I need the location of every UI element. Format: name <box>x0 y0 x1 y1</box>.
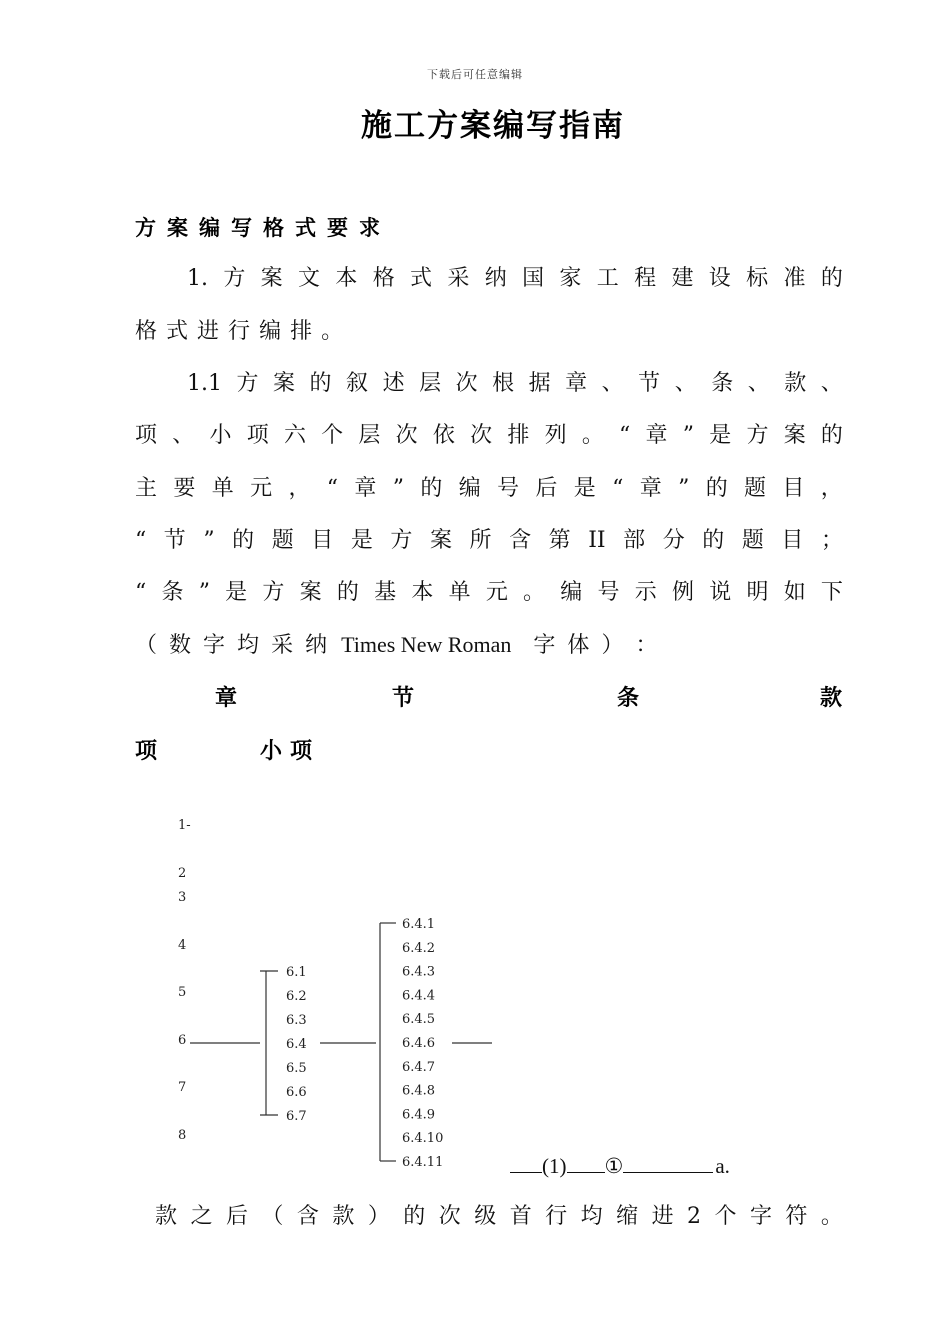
glyph: 方 <box>223 266 246 291</box>
chapter-number: 2 <box>178 866 187 881</box>
glyph: ” <box>392 476 404 501</box>
glyph: “ <box>135 528 147 553</box>
glyph: 项 <box>246 423 269 448</box>
glyph: 第 <box>548 528 571 553</box>
glyph: 号 <box>597 580 620 605</box>
glyph: 元 <box>485 580 508 605</box>
glyph: 的 <box>820 266 843 291</box>
numbering-tail <box>510 1150 730 1179</box>
glyph: 次 <box>438 1204 461 1229</box>
section-number: 6.5 <box>286 1061 307 1076</box>
glyph: 之 <box>190 1204 213 1229</box>
glyph: 分 <box>662 528 685 553</box>
paragraph-line <box>135 317 843 347</box>
paragraph-line-with-latin <box>135 630 843 661</box>
clause-number: 6.4.7 <box>402 1059 436 1075</box>
section-number: 6.7 <box>286 1109 307 1124</box>
glyph: 式 <box>410 266 433 291</box>
glyph: 编 <box>560 580 583 605</box>
label-tiao: 条 <box>617 686 640 711</box>
glyph: 明 <box>746 580 769 605</box>
item-paren: (1) <box>542 1154 567 1178</box>
glyph: 准 <box>783 266 806 291</box>
glyph: 编 <box>458 476 481 501</box>
glyph: 是 <box>573 476 596 501</box>
glyph: II <box>588 528 606 553</box>
glyph: ） <box>367 1204 390 1229</box>
glyph: 文 <box>298 266 321 291</box>
glyph: 题 <box>741 528 764 553</box>
glyph: 案 <box>260 266 283 291</box>
glyph: 个 <box>714 1204 737 1229</box>
header-note: 下载后可任意编辑 <box>427 68 523 81</box>
blank-line <box>567 1150 605 1173</box>
glyph: 、 <box>172 423 195 448</box>
glyph: 章 <box>645 423 668 448</box>
glyph: 所 <box>469 528 492 553</box>
clause-number: 6.4.8 <box>402 1083 436 1099</box>
glyph: 格 <box>135 319 158 344</box>
chapter-number: 7 <box>178 1080 187 1095</box>
glyph: 是 <box>225 580 248 605</box>
glyph: 小 <box>209 423 232 448</box>
glyph: 层 <box>358 423 381 448</box>
section-number: 6.1 <box>286 965 307 980</box>
glyph: 依 <box>432 423 455 448</box>
item-letter: a. <box>715 1154 730 1178</box>
glyph: 编 <box>259 319 282 344</box>
paragraph-line <box>187 264 843 294</box>
blank-line <box>623 1150 713 1173</box>
blank-line <box>510 1150 542 1173</box>
glyph: 字 <box>203 633 226 658</box>
glyph: 排 <box>290 319 313 344</box>
glyph: ” <box>203 528 215 553</box>
glyph: 根 <box>492 371 515 396</box>
glyph: （ <box>135 633 158 658</box>
font-name: Times New Roman <box>341 632 512 657</box>
glyph: 后 <box>225 1204 248 1229</box>
glyph: ： <box>635 633 658 658</box>
glyph: 下 <box>820 580 843 605</box>
paragraph-line <box>135 578 843 608</box>
glyph: 款 <box>784 371 807 396</box>
clause-number: 6.4.2 <box>402 940 436 956</box>
glyph: “ <box>135 580 147 605</box>
clause-number: 6.4.10 <box>402 1131 444 1147</box>
glyph: 纳 <box>305 633 328 658</box>
glyph: 案 <box>783 423 806 448</box>
glyph: 的 <box>403 1204 426 1229</box>
label-xiaoxiang: 小项 <box>260 739 321 764</box>
paragraph-line <box>135 474 843 504</box>
glyph: ， <box>288 476 311 501</box>
glyph: 的 <box>705 476 728 501</box>
label-zhang: 章 <box>215 686 238 711</box>
glyph: 后 <box>535 476 558 501</box>
glyph: 次 <box>455 371 478 396</box>
glyph: 款 <box>332 1204 355 1229</box>
glyph: 目 <box>781 528 804 553</box>
item-circle: ① <box>604 1154 624 1178</box>
glyph: 单 <box>448 580 471 605</box>
glyph: 的 <box>232 528 255 553</box>
glyph: 目 <box>782 476 805 501</box>
numbering-diagram-svg <box>140 795 520 1180</box>
glyph: 层 <box>419 371 442 396</box>
glyph: 示 <box>634 580 657 605</box>
glyph: 。 <box>321 319 344 344</box>
glyph: 格 <box>372 266 395 291</box>
glyph: 1.1 <box>187 371 222 396</box>
glyph: 采 <box>271 633 294 658</box>
glyph: 六 <box>283 423 306 448</box>
glyph: （ <box>261 1204 284 1229</box>
glyph: 式 <box>166 319 189 344</box>
glyph: 节 <box>638 371 661 396</box>
glyph: 、 <box>601 371 624 396</box>
glyph: 元 <box>250 476 273 501</box>
clause-number: 6.4.3 <box>402 964 436 980</box>
section-heading: 方案编写格式要求 <box>135 216 391 240</box>
glyph: 条 <box>161 580 184 605</box>
closing-line <box>155 1202 843 1232</box>
glyph: 个 <box>321 423 344 448</box>
glyph: ） <box>601 633 624 658</box>
glyph: 家 <box>559 266 582 291</box>
paragraph-line <box>135 421 843 451</box>
glyph: 设 <box>708 266 731 291</box>
glyph: 章 <box>354 476 377 501</box>
clause-number: 6.4.9 <box>402 1107 436 1123</box>
glyph: 的 <box>309 371 332 396</box>
glyph: 方 <box>746 423 769 448</box>
chapter-number: 1- <box>178 818 191 833</box>
glyph: 的 <box>420 476 443 501</box>
glyph: ” <box>682 423 694 448</box>
page-title: 施工方案编写指南 <box>361 108 625 144</box>
chapter-number: 4 <box>178 938 187 953</box>
section-number: 6.3 <box>286 1013 307 1028</box>
clause-number: 6.4.4 <box>402 988 436 1004</box>
glyph: 要 <box>173 476 196 501</box>
glyph: 、 <box>747 371 770 396</box>
glyph: 据 <box>528 371 551 396</box>
glyph: 。 <box>523 580 546 605</box>
glyph: 标 <box>746 266 769 291</box>
glyph: 国 <box>522 266 545 291</box>
glyph: 章 <box>639 476 662 501</box>
label-kuan: 款 <box>820 686 843 711</box>
glyph: 是 <box>350 528 373 553</box>
glyph: 纳 <box>484 266 507 291</box>
chapter-number: 5 <box>178 985 187 1000</box>
glyph: 题 <box>271 528 294 553</box>
glyph: 含 <box>296 1204 319 1229</box>
glyph: 是 <box>709 423 732 448</box>
glyph: 级 <box>474 1204 497 1229</box>
clause-number: 6.4.6 <box>402 1036 436 1051</box>
glyph: 、 <box>674 371 697 396</box>
clause-number: 6.4.5 <box>402 1012 436 1028</box>
glyph: 方 <box>390 528 413 553</box>
paragraph-text <box>533 631 669 661</box>
glyph: 首 <box>509 1204 532 1229</box>
glyph: 案 <box>429 528 452 553</box>
glyph: 本 <box>335 266 358 291</box>
glyph: 行 <box>545 1204 568 1229</box>
glyph: “ <box>619 423 631 448</box>
chapter-number: 8 <box>178 1128 187 1143</box>
glyph: 进 <box>197 319 220 344</box>
glyph: 案 <box>299 580 322 605</box>
glyph: 主 <box>135 476 158 501</box>
glyph: 列 <box>544 423 567 448</box>
label-jie: 节 <box>392 686 415 711</box>
glyph: 叙 <box>346 371 369 396</box>
clause-number: 6.4.1 <box>402 917 436 932</box>
glyph: 的 <box>702 528 725 553</box>
glyph: 采 <box>447 266 470 291</box>
section-number: 6.2 <box>286 989 307 1004</box>
glyph: 字 <box>749 1204 772 1229</box>
label-xiang: 项 <box>135 739 158 764</box>
glyph: 例 <box>671 580 694 605</box>
paragraph-line <box>187 369 843 399</box>
glyph: 案 <box>273 371 296 396</box>
glyph: 1. <box>187 266 208 291</box>
glyph: 进 <box>651 1204 674 1229</box>
glyph: 工 <box>596 266 619 291</box>
chapter-number: 6 <box>178 1033 187 1048</box>
glyph: 、 <box>820 371 843 396</box>
glyph: 次 <box>395 423 418 448</box>
paragraph-text <box>135 631 339 661</box>
glyph: 目 <box>311 528 334 553</box>
glyph: 条 <box>711 371 734 396</box>
glyph: 数 <box>169 633 192 658</box>
glyph: 款 <box>155 1204 178 1229</box>
glyph: 均 <box>237 633 260 658</box>
section-number: 6.6 <box>286 1085 307 1100</box>
glyph: 号 <box>497 476 520 501</box>
glyph: 2 <box>687 1204 702 1229</box>
glyph: 题 <box>744 476 767 501</box>
glyph: 单 <box>211 476 234 501</box>
glyph: “ <box>612 476 624 501</box>
glyph: 。 <box>820 1204 843 1229</box>
glyph: ； <box>820 528 843 553</box>
glyph: 方 <box>236 371 259 396</box>
glyph: 章 <box>565 371 588 396</box>
glyph: 次 <box>470 423 493 448</box>
glyph: “ <box>326 476 339 501</box>
glyph: ， <box>820 476 843 501</box>
glyph: 程 <box>634 266 657 291</box>
section-number: 6.4 <box>286 1037 307 1052</box>
clause-number: 6.4.11 <box>402 1155 444 1170</box>
glyph: ” <box>198 580 210 605</box>
glyph: 部 <box>623 528 646 553</box>
numbering-diagram <box>140 795 520 1180</box>
glyph: 体 <box>567 633 590 658</box>
glyph: 本 <box>411 580 434 605</box>
glyph: 项 <box>135 423 158 448</box>
glyph: 建 <box>671 266 694 291</box>
glyph: 均 <box>580 1204 603 1229</box>
glyph: 的 <box>336 580 359 605</box>
glyph: 符 <box>785 1204 808 1229</box>
glyph: 基 <box>374 580 397 605</box>
glyph: 说 <box>709 580 732 605</box>
glyph: 。 <box>581 423 604 448</box>
glyph: 行 <box>228 319 251 344</box>
glyph: 方 <box>262 580 285 605</box>
glyph: 含 <box>509 528 532 553</box>
paragraph-line <box>135 526 843 556</box>
chapter-number: 3 <box>178 890 187 905</box>
glyph: ” <box>678 476 690 501</box>
glyph: 字 <box>533 633 556 658</box>
glyph: 的 <box>820 423 843 448</box>
glyph: 缩 <box>616 1204 639 1229</box>
glyph: 如 <box>783 580 806 605</box>
glyph: 述 <box>382 371 405 396</box>
glyph: 节 <box>163 528 186 553</box>
glyph: 排 <box>507 423 530 448</box>
